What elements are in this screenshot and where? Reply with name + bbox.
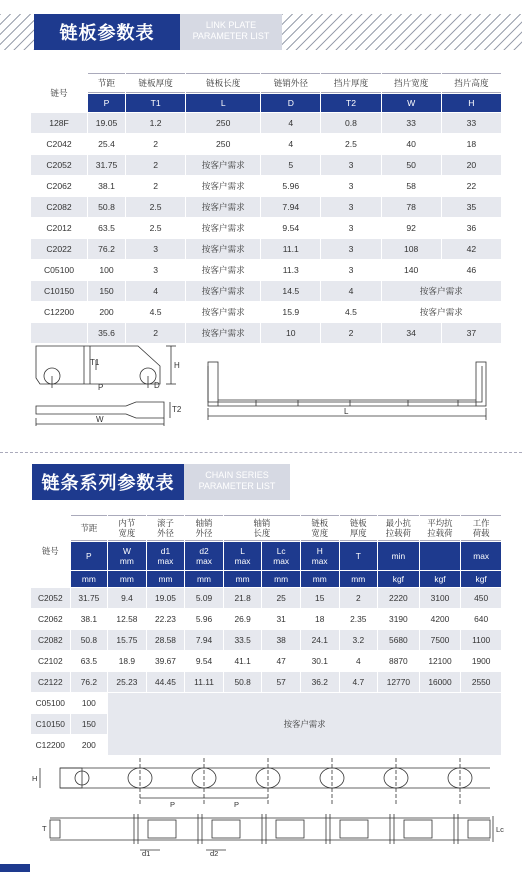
col-header: 挡片厚度 (321, 73, 380, 93)
table-cell: 8870 (378, 651, 419, 671)
table-cell: 30.1 (301, 651, 339, 671)
table-cell: 42 (442, 239, 501, 259)
col-header: 工作 荷载 (461, 515, 501, 541)
link-plate-table (30, 72, 502, 344)
col-header: 挡片高度 (442, 73, 501, 93)
table-cell: 4 (321, 281, 380, 301)
table-cell: C12200 (31, 735, 70, 755)
table-cell: 15 (301, 588, 339, 608)
table-cell: 28.58 (147, 630, 185, 650)
table-cell: 58 (382, 176, 441, 196)
table-cell: 3 (321, 239, 380, 259)
table-cell: 38.1 (88, 176, 125, 196)
col-header: 轴销 外径 (185, 515, 223, 541)
table-cell: 4.5 (126, 302, 185, 322)
table-cell: 19.05 (88, 113, 125, 133)
table-cell: 63.5 (88, 218, 125, 238)
table-cell: 140 (382, 260, 441, 280)
col-symbol (420, 542, 461, 570)
table-cell: 按客户需求 (186, 176, 260, 196)
chain-series-header (0, 464, 522, 500)
table-cell: 4 (261, 134, 320, 154)
table-row (31, 113, 501, 133)
table-cell: 76.2 (88, 239, 125, 259)
col-symbol: d2 max (185, 542, 223, 570)
table-cell: 25.4 (88, 134, 125, 154)
table-cell: C2082 (31, 197, 87, 217)
table-cell: 44.45 (147, 672, 185, 692)
table-cell: 15.9 (261, 302, 320, 322)
col-header: 链板长度 (186, 73, 260, 93)
header-chain-no: 链号 (31, 515, 70, 587)
label-t2: T2 (172, 405, 182, 414)
table-cell: 47 (262, 651, 300, 671)
table-cell: 按客户需求 (186, 302, 260, 322)
section-divider (0, 452, 522, 453)
table-cell: 按客户需求 (186, 239, 260, 259)
col-symbol: T (340, 542, 378, 570)
table-cell: C05100 (31, 260, 87, 280)
table-cell: 11.1 (261, 239, 320, 259)
col-header: 最小抗 拉载荷 (378, 515, 419, 541)
table-cell: 3 (321, 260, 380, 280)
label-p: P (98, 383, 104, 392)
table-cell: C2052 (31, 588, 70, 608)
table-cell: 22 (442, 176, 501, 196)
link-plate-subtitle (180, 14, 282, 50)
link-plate-header (0, 14, 522, 50)
col-symbol: min (378, 542, 419, 570)
table-cell: 2 (126, 155, 185, 175)
col-symbol: T2 (321, 94, 380, 112)
table-cell: 38 (262, 630, 300, 650)
table-cell: 3 (321, 155, 380, 175)
table-cell: 按客户需求 (186, 323, 260, 343)
table-cell: 0.8 (321, 113, 380, 133)
table-cell: 按客户需求 (186, 155, 260, 175)
table-row (31, 630, 501, 650)
table-cell: 39.67 (147, 651, 185, 671)
table-cell: 9.4 (108, 588, 146, 608)
table-cell: 1900 (461, 651, 501, 671)
col-symbol: P (71, 542, 108, 570)
subtitle-line2: PARAMETER LIST (198, 481, 276, 491)
table-row (31, 134, 501, 154)
table-cell: C2042 (31, 134, 87, 154)
table-cell: 26.9 (224, 609, 262, 629)
table-cell: 640 (461, 609, 501, 629)
table-cell: 2 (340, 588, 378, 608)
table-cell: 5.09 (185, 588, 223, 608)
table-cell: 2.35 (340, 609, 378, 629)
table-cell: 2.5 (321, 134, 380, 154)
table-cell: 2550 (461, 672, 501, 692)
table-row (31, 197, 501, 217)
table-cell: C10150 (31, 281, 87, 301)
table-cell: 25.23 (108, 672, 146, 692)
table-cell: 450 (461, 588, 501, 608)
custom-note: 按客户需求 (108, 693, 501, 755)
table-cell: C2082 (31, 630, 70, 650)
table-cell: 按客户需求 (186, 197, 260, 217)
table-cell: 18.9 (108, 651, 146, 671)
table-cell: 3190 (378, 609, 419, 629)
table-cell: 20 (442, 155, 501, 175)
table-cell: 33 (382, 113, 441, 133)
page-corner-mark (0, 864, 30, 872)
table-cell: 78 (382, 197, 441, 217)
table-row (31, 302, 501, 322)
table-cell: 15.75 (108, 630, 146, 650)
table-cell: 10 (261, 323, 320, 343)
table-cell: 34 (382, 323, 441, 343)
label-h: H (174, 361, 180, 370)
subtitle-line1: LINK PLATE (205, 20, 257, 30)
col-symbol: D (261, 94, 320, 112)
table-cell: 100 (88, 260, 125, 280)
table-cell: 3 (321, 218, 380, 238)
table-cell: 2 (126, 134, 185, 154)
table-cell: 2220 (378, 588, 419, 608)
table-cell: 50.8 (224, 672, 262, 692)
table-cell: 31 (262, 609, 300, 629)
table-cell: 3 (126, 260, 185, 280)
table-row (31, 609, 501, 629)
table-cell: 31.75 (71, 588, 108, 608)
col-header: 挡片宽度 (382, 73, 441, 93)
table-row (31, 693, 501, 713)
table-cell: 50.8 (88, 197, 125, 217)
table-cell: 200 (88, 302, 125, 322)
col-unit: mm (301, 571, 339, 587)
table-cell: 5.96 (261, 176, 320, 196)
table-cell: 41.1 (224, 651, 262, 671)
table-cell: C05100 (31, 693, 70, 713)
col-symbol: L max (224, 542, 262, 570)
table-cell: 50.8 (71, 630, 108, 650)
table-cell: 24.1 (301, 630, 339, 650)
table-cell: 21.8 (224, 588, 262, 608)
col-symbol: P (88, 94, 125, 112)
chain-series-table (30, 514, 502, 756)
table-cell: 按客户需求 (186, 260, 260, 280)
table-row (31, 155, 501, 175)
table-cell: C2012 (31, 218, 87, 238)
col-symbol: d1 max (147, 542, 185, 570)
table-cell: 按客户需求 (382, 302, 501, 322)
table-cell: 2 (126, 176, 185, 196)
col-unit: mm (185, 571, 223, 587)
label-l: L (344, 407, 349, 416)
col-symbol: H (442, 94, 501, 112)
table-cell: 16000 (420, 672, 461, 692)
table-cell: 22.23 (147, 609, 185, 629)
table-row (31, 239, 501, 259)
table-cell: 3 (321, 197, 380, 217)
col-symbol: H max (301, 542, 339, 570)
table-cell: 250 (186, 113, 260, 133)
table-row (31, 176, 501, 196)
header-chain-no: 链号 (31, 73, 87, 112)
table-cell: 7.94 (261, 197, 320, 217)
col-header: 平均抗 拉载荷 (420, 515, 461, 541)
chain-series-subtitle (184, 464, 290, 500)
label-w: W (96, 415, 104, 424)
table-row (31, 260, 501, 280)
table-cell: 40 (382, 134, 441, 154)
col-header: 链销外径 (261, 73, 320, 93)
table-cell: 3 (321, 176, 380, 196)
header-stripes-right (282, 14, 522, 50)
col-unit: mm (71, 571, 108, 587)
table-cell: 37 (442, 323, 501, 343)
table-row (31, 218, 501, 238)
table-cell: C2122 (31, 672, 70, 692)
table-cell: C2062 (31, 176, 87, 196)
table-cell: C2052 (31, 155, 87, 175)
table-cell: 31.75 (88, 155, 125, 175)
col-unit: mm (262, 571, 300, 587)
col-symbol: T1 (126, 94, 185, 112)
table-cell: 3100 (420, 588, 461, 608)
table-cell: 4.5 (321, 302, 380, 322)
link-plate-diagram (30, 338, 500, 430)
table-cell: 7500 (420, 630, 461, 650)
label-h: H (32, 774, 38, 783)
table-cell: 35 (442, 197, 501, 217)
col-header: 链板 厚度 (340, 515, 378, 541)
table-cell: 4 (340, 651, 378, 671)
table-cell: 63.5 (71, 651, 108, 671)
table-cell: 11.11 (185, 672, 223, 692)
col-header: 链板厚度 (126, 73, 185, 93)
table-cell: 2.5 (126, 197, 185, 217)
table-cell: C2022 (31, 239, 87, 259)
table-cell: 5680 (378, 630, 419, 650)
table-cell: 12100 (420, 651, 461, 671)
col-symbol: Lc max (262, 542, 300, 570)
table-cell: 9.54 (185, 651, 223, 671)
table-cell: 33 (442, 113, 501, 133)
table-cell: 57 (262, 672, 300, 692)
table-cell: 4.7 (340, 672, 378, 692)
col-header: 节距 (88, 73, 125, 93)
col-symbol: max (461, 542, 501, 570)
table-cell: 50 (382, 155, 441, 175)
table-cell: C10150 (31, 714, 70, 734)
subtitle-line2: PARAMETER LIST (192, 31, 270, 41)
table-cell: 按客户需求 (186, 281, 260, 301)
table-row (31, 651, 501, 671)
table-cell: 33.5 (224, 630, 262, 650)
table-cell: 3.2 (340, 630, 378, 650)
table-cell: 9.54 (261, 218, 320, 238)
col-unit: kgf (461, 571, 501, 587)
table-cell: 4 (261, 113, 320, 133)
col-header: 内节 宽度 (108, 515, 146, 541)
table-row (31, 672, 501, 692)
label-d1: d1 (142, 849, 151, 858)
table-cell: 2 (321, 323, 380, 343)
table-cell: 200 (71, 735, 108, 755)
table-cell: 1100 (461, 630, 501, 650)
label-t: T (42, 824, 47, 833)
col-header: 滚子 外径 (147, 515, 185, 541)
col-unit: kgf (420, 571, 461, 587)
subtitle-line1: CHAIN SERIES (205, 470, 269, 480)
table-cell: 7.94 (185, 630, 223, 650)
col-unit: kgf (378, 571, 419, 587)
col-symbol: W mm (108, 542, 146, 570)
table-row (31, 281, 501, 301)
table-cell: 150 (88, 281, 125, 301)
table-cell: 5 (261, 155, 320, 175)
table-cell: 92 (382, 218, 441, 238)
table-cell: 25 (262, 588, 300, 608)
label-p2: P (234, 800, 240, 809)
table-cell: 12770 (378, 672, 419, 692)
col-unit: mm (340, 571, 378, 587)
table-cell: 100 (71, 693, 108, 713)
table-cell: 46 (442, 260, 501, 280)
chain-series-title: 链条系列参数表 (32, 464, 184, 500)
col-header: 节距 (71, 515, 108, 541)
table-cell: 19.05 (147, 588, 185, 608)
label-t1: T1 (90, 358, 100, 367)
label-lc: Lc (496, 825, 504, 834)
col-unit: mm (108, 571, 146, 587)
col-header: 链板 宽度 (301, 515, 339, 541)
table-cell: 36.2 (301, 672, 339, 692)
table-cell: 3 (126, 239, 185, 259)
table-cell: C2102 (31, 651, 70, 671)
label-p1: P (170, 800, 176, 809)
table-cell: 150 (71, 714, 108, 734)
table-cell: 38.1 (71, 609, 108, 629)
table-cell: 14.5 (261, 281, 320, 301)
table-cell: 76.2 (71, 672, 108, 692)
table-cell: 18 (301, 609, 339, 629)
col-unit: mm (224, 571, 262, 587)
table-cell: C12200 (31, 302, 87, 322)
col-symbol: W (382, 94, 441, 112)
col-symbol: L (186, 94, 260, 112)
table-cell: 1.2 (126, 113, 185, 133)
table-cell: 108 (382, 239, 441, 259)
table-cell: 2 (126, 323, 185, 343)
label-d2: d2 (210, 849, 219, 858)
col-unit: mm (147, 571, 185, 587)
chain-diagram (30, 758, 502, 858)
header-stripes-left (0, 14, 34, 50)
table-cell: 4 (126, 281, 185, 301)
col-header: 轴销 长度 (224, 515, 300, 541)
table-cell: 128F (31, 113, 87, 133)
table-cell: 2.5 (126, 218, 185, 238)
table-cell: C2062 (31, 609, 70, 629)
table-cell: 18 (442, 134, 501, 154)
table-cell: 12.58 (108, 609, 146, 629)
table-cell: 36 (442, 218, 501, 238)
table-cell: 按客户需求 (382, 281, 501, 301)
label-d: D (154, 381, 160, 390)
table-row (31, 588, 501, 608)
table-cell: 250 (186, 134, 260, 154)
link-plate-title: 链板参数表 (34, 14, 180, 50)
table-cell: 35.6 (88, 323, 125, 343)
table-cell: 4200 (420, 609, 461, 629)
table-cell: 5.96 (185, 609, 223, 629)
table-cell: 按客户需求 (186, 218, 260, 238)
table-cell: 11.3 (261, 260, 320, 280)
